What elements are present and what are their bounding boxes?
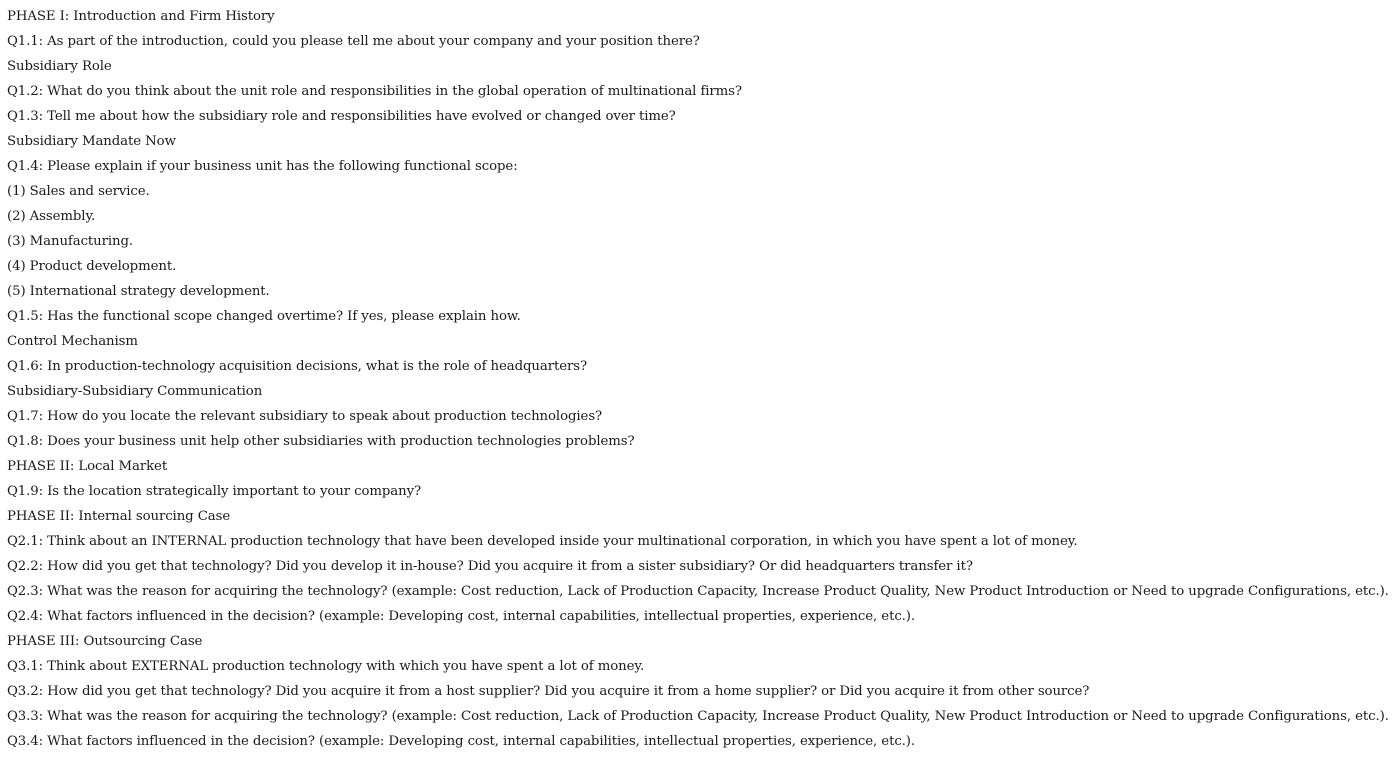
question-1-5: Q1.5: Has the functional scope changed overtime? If yes, please explain how. xyxy=(7,309,521,324)
phase-3-outsourcing-heading: PHASE III: Outsourcing Case xyxy=(7,634,203,649)
scope-item-1: (1) Sales and service. xyxy=(7,184,150,199)
question-1-7: Q1.7: How do you locate the relevant subsidiary to speak about production technologies? xyxy=(7,409,603,424)
question-2-2: Q2.2: How did you get that technology? Did you develop it in-house? Did you acquire it from a sister subsidiary? Or did headquarters transfer it? xyxy=(7,559,973,574)
phase-2-internal-sourcing-heading: PHASE II: Internal sourcing Case xyxy=(7,509,231,524)
scope-item-3: (3) Manufacturing. xyxy=(7,234,134,249)
question-1-1: Q1.1: As part of the introduction, could you please tell me about your company and your position there? xyxy=(7,34,700,49)
question-2-3: Q2.3: What was the reason for acquiring the technology? (example: Cost reduction, Lack of Production Capacity, Increase Product Quality, New Product Introduction or Need to upgrade Configurations, etc.). xyxy=(7,584,1389,599)
phase-2-local-market-heading: PHASE II: Local Market xyxy=(7,459,168,474)
section-heading-control-mechanism: Control Mechanism xyxy=(7,334,138,349)
section-heading-subsidiary-role: Subsidiary Role xyxy=(7,59,112,74)
question-1-4: Q1.4: Please explain if your business unit has the following functional scope: xyxy=(7,159,518,174)
question-2-4: Q2.4: What factors influenced in the decision? (example: Developing cost, internal capabilities, intellectual properties, experience, etc.). xyxy=(7,609,916,624)
question-1-9: Q1.9: Is the location strategically important to your company? xyxy=(7,484,422,499)
section-heading-subsidiary-communication: Subsidiary-Subsidiary Communication xyxy=(7,384,263,399)
scope-item-2: (2) Assembly. xyxy=(7,209,96,224)
section-heading-subsidiary-mandate: Subsidiary Mandate Now xyxy=(7,134,176,149)
question-3-1: Q3.1: Think about EXTERNAL production technology with which you have spent a lot of money. xyxy=(7,659,645,674)
interview-protocol-document xyxy=(7,4,1392,754)
question-1-3: Q1.3: Tell me about how the subsidiary role and responsibilities have evolved or changed over time? xyxy=(7,109,676,124)
scope-item-4: (4) Product development. xyxy=(7,259,177,274)
question-2-1: Q2.1: Think about an INTERNAL production technology that have been developed inside your multinational corporation, in which you have spent a lot of money. xyxy=(7,534,1078,549)
question-3-2: Q3.2: How did you get that technology? Did you acquire it from a host supplier? Did you acquire it from a home supplier? or Did you acquire it from other source? xyxy=(7,684,1090,699)
question-1-8: Q1.8: Does your business unit help other subsidiaries with production technologies problems? xyxy=(7,434,635,449)
question-3-4: Q3.4: What factors influenced in the decision? (example: Developing cost, internal capabilities, intellectual properties, experience, etc.). xyxy=(7,734,916,749)
question-1-2: Q1.2: What do you think about the unit role and responsibilities in the global operation of multinational firms? xyxy=(7,84,742,99)
phase-1-heading: PHASE I: Introduction and Firm History xyxy=(7,9,275,24)
scope-item-5: (5) International strategy development. xyxy=(7,284,270,299)
question-1-6: Q1.6: In production-technology acquisition decisions, what is the role of headquarters? xyxy=(7,359,587,374)
question-3-3: Q3.3: What was the reason for acquiring the technology? (example: Cost reduction, Lack of Production Capacity, Increase Product Quality, New Product Introduction or Need to upgrade Configurations, etc.). xyxy=(7,709,1389,724)
